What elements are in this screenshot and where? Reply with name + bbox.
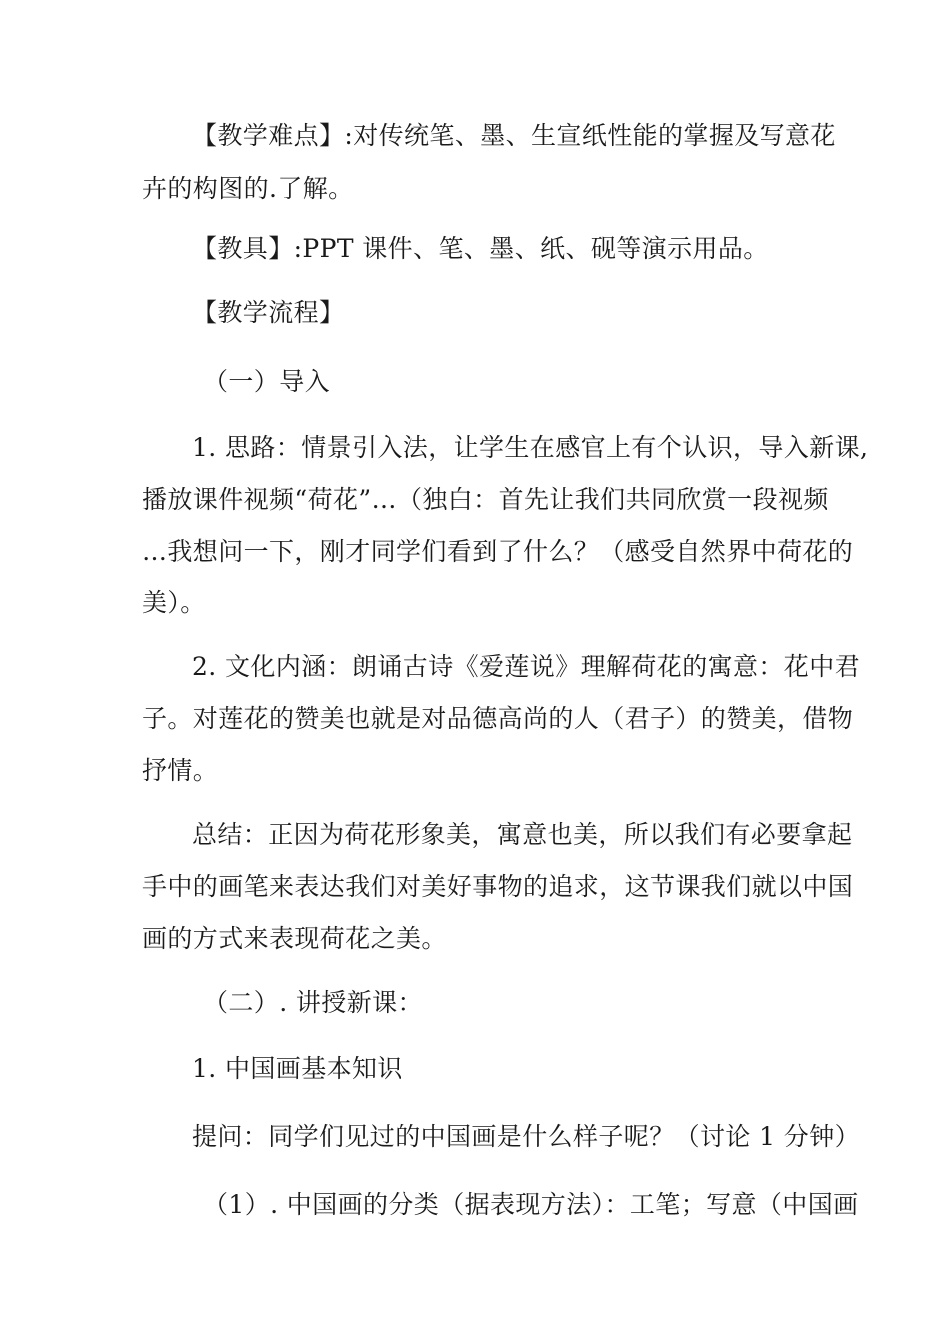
text-line-classification: （1）. 中国画的分类（据表现方法）：工笔；写意（中国画 <box>203 1190 859 1219</box>
text-line-culture-cont-1: 子。对莲花的赞美也就是对品德高尚的人（君子）的赞美，借物 <box>142 704 854 733</box>
section-heading-new-lesson: （二）. 讲授新课： <box>203 988 423 1017</box>
text-line-tools: 【教具】:PPT 课件、笔、墨、纸、砚等演示用品。 <box>192 234 769 263</box>
section-heading-intro: （一）导入 <box>203 367 331 396</box>
text-line-question: 提问：同学们见过的中国画是什么样子呢？（讨论 1 分钟） <box>192 1122 861 1151</box>
text-line-idea-cont-1: 播放课件视频“荷花”…（独白：首先让我们共同欣赏一段视频 <box>142 485 829 514</box>
text-line-idea-cont-3: 美）。 <box>142 588 206 617</box>
text-line-difficulty: 【教学难点】:对传统笔、墨、生宣纸性能的掌握及写意花 <box>192 121 836 150</box>
text-line-idea-cont-2: …我想问一下，刚才同学们看到了什么？（感受自然界中荷花的 <box>142 537 854 566</box>
text-line-idea: 1. 思路：情景引入法，让学生在感官上有个认识，导入新课, <box>192 433 869 462</box>
section-heading-process: 【教学流程】 <box>192 298 345 327</box>
text-line-basics: 1. 中国画基本知识 <box>192 1054 403 1083</box>
text-line-summary-cont-1: 手中的画笔来表达我们对美好事物的追求，这节课我们就以中国 <box>142 872 854 901</box>
text-line-culture: 2. 文化内涵：朗诵古诗《爱莲说》理解荷花的寓意：花中君 <box>192 652 861 681</box>
text-line-difficulty-cont: 卉的构图的.了解。 <box>142 174 354 203</box>
text-line-summary-cont-2: 画的方式来表现荷花之美。 <box>142 924 447 953</box>
text-line-culture-cont-2: 抒情。 <box>142 756 219 785</box>
text-line-summary: 总结：正因为荷花形象美，寓意也美，所以我们有必要拿起 <box>192 820 853 849</box>
